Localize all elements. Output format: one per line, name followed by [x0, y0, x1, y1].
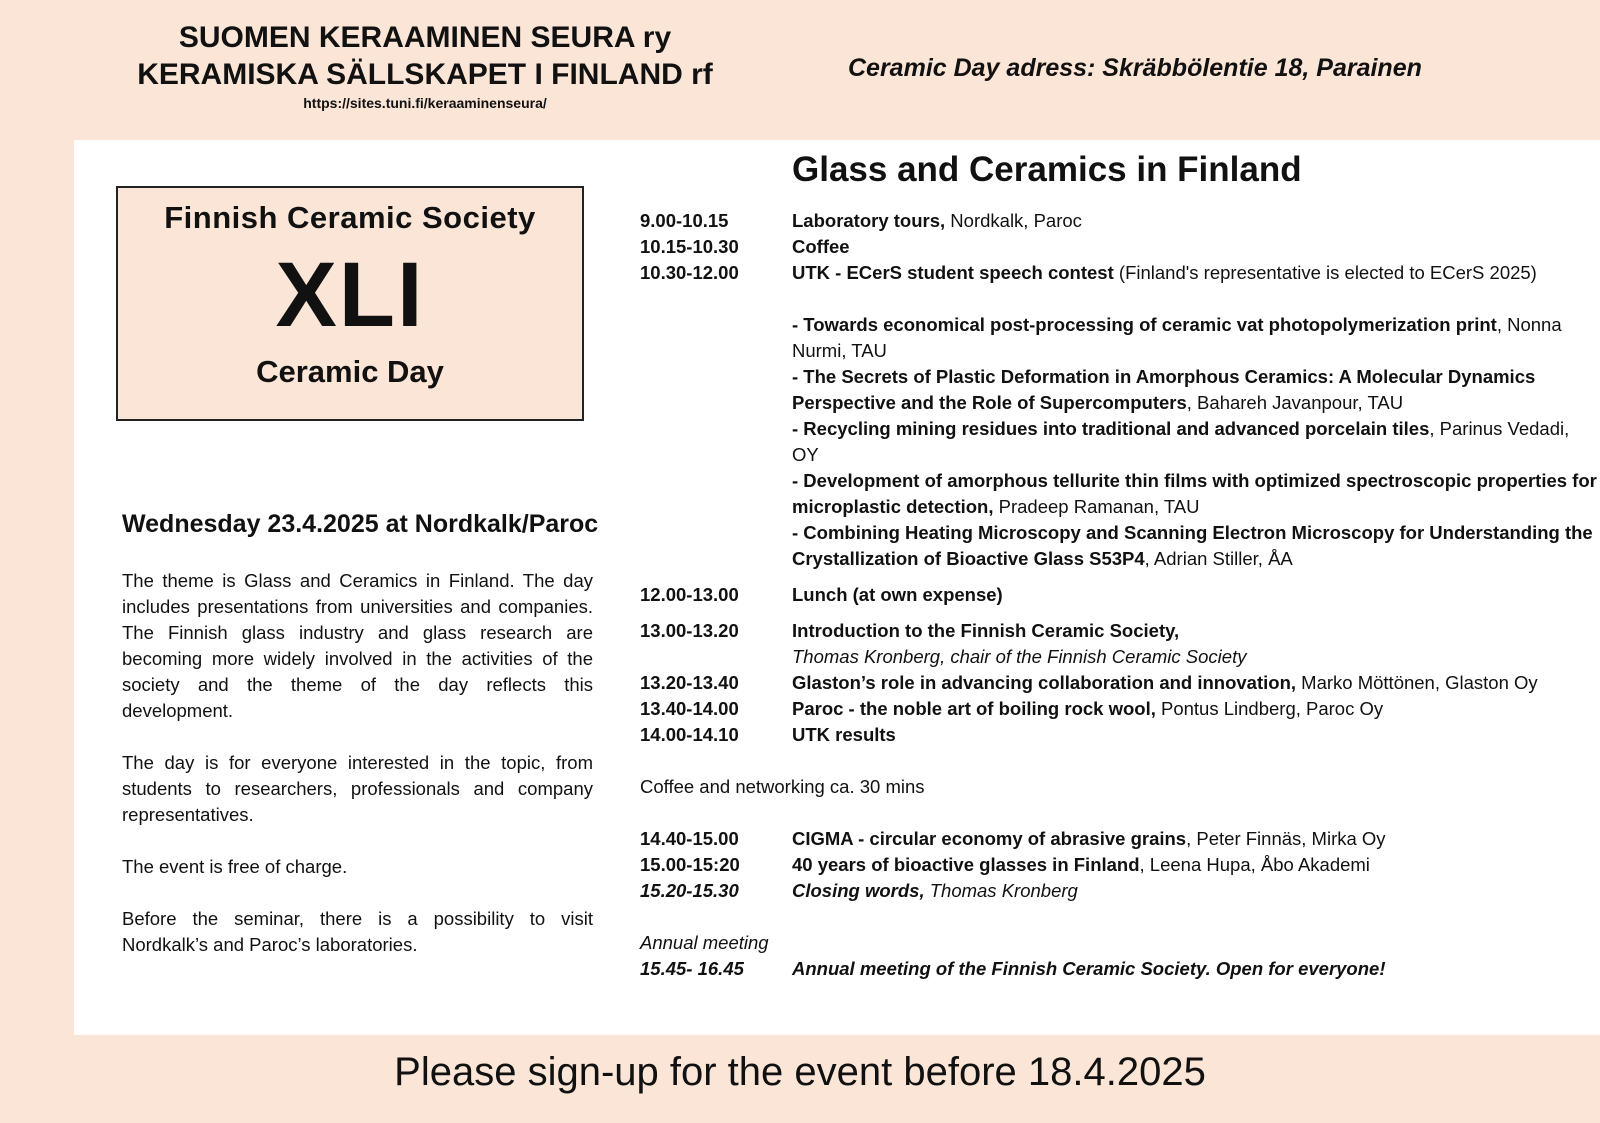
schedule-title: Coffee — [792, 236, 850, 257]
schedule-speaker: Thomas Kronberg, chair of the Finnish Ceramic Society — [792, 646, 1247, 667]
schedule-row — [640, 260, 1600, 286]
event-number: XLI — [275, 244, 425, 346]
talk-title: - Towards economical post-processing of ceramic vat photopolymerization print — [792, 314, 1497, 335]
contest-talk — [792, 364, 1600, 416]
schedule-row — [640, 878, 1600, 904]
schedule-title: Closing words, — [792, 880, 925, 901]
schedule-time: 13.40-14.00 — [640, 698, 739, 719]
schedule-row — [640, 208, 1600, 234]
schedule-row — [640, 582, 1600, 608]
schedule-row — [640, 234, 1600, 260]
event-address: Ceramic Day adress: Skräbbölentie 18, Parainen — [848, 54, 1422, 82]
talk-title: - Recycling mining residues into traditional and advanced porcelain tiles — [792, 418, 1430, 439]
society-header — [100, 20, 750, 112]
contest-talk — [792, 312, 1600, 364]
talk-title: - Combining Heating Microscopy and Scanning Electron Microscopy for Understanding the Crystallization of Bioactive Glass S53P4 — [792, 522, 1593, 569]
schedule-title: Annual meeting of the Finnish Ceramic Society. Open for everyone! — [792, 958, 1386, 979]
schedule-title: UTK - ECerS student speech contest — [792, 262, 1114, 283]
description-paragraph: The theme is Glass and Ceramics in Finland. The day includes presentations from universities and companies. The Finnish glass industry and glass research are becoming more widely involved in the activities of the society and the theme of the day reflects this development. — [122, 570, 593, 721]
schedule-time: 10.15-10.30 — [640, 236, 739, 257]
event-date: Wednesday 23.4.2025 at Nordkalk/Paroc — [122, 510, 599, 538]
schedule-time: 15.45- 16.45 — [640, 958, 744, 979]
schedule-title: Glaston’s role in advancing collaboration and innovation, — [792, 672, 1297, 693]
program-schedule — [640, 208, 1600, 982]
schedule-title: CIGMA - circular economy of abrasive grains — [792, 828, 1187, 849]
schedule-title: Paroc - the noble art of boiling rock wool, — [792, 698, 1156, 719]
schedule-row — [640, 696, 1600, 722]
schedule-detail: Nordkalk, Paroc — [945, 210, 1082, 231]
talk-speaker: , Parinus Vedadi, OY — [792, 418, 1570, 465]
schedule-detail: Thomas Kronberg — [924, 880, 1078, 901]
society-website-link[interactable]: https://sites.tuni.fi/keraaminenseura/ — [303, 95, 547, 111]
schedule-title: Laboratory tours, — [792, 210, 946, 231]
schedule-row — [640, 826, 1600, 852]
schedule-row — [640, 722, 1600, 748]
schedule-title: Introduction to the Finnish Ceramic Society, — [792, 620, 1180, 641]
schedule-title: 40 years of bioactive glasses in Finland — [792, 854, 1140, 875]
society-name-swedish: KERAMISKA SÄLLSKAPET I FINLAND rf — [137, 58, 713, 91]
schedule-time: 9.00-10.15 — [640, 210, 729, 231]
description-paragraph: The event is free of charge. — [122, 856, 348, 877]
annual-meeting-label: Annual meeting — [640, 932, 769, 953]
schedule-title: UTK results — [792, 724, 896, 745]
schedule-detail: Pontus Lindberg, Paroc Oy — [1155, 698, 1384, 719]
talk-speaker: Pradeep Ramanan, TAU — [993, 496, 1200, 517]
contest-talk — [792, 468, 1600, 520]
schedule-detail: , Peter Finnäs, Mirka Oy — [1186, 828, 1386, 849]
society-title: Finnish Ceramic Society — [164, 200, 536, 235]
contest-talk — [792, 520, 1600, 572]
schedule-detail: Marko Möttönen, Glaston Oy — [1296, 672, 1538, 693]
signup-notice: Please sign-up for the event before 18.4.2025 — [394, 1050, 1206, 1094]
talk-title: - The Secrets of Plastic Deformation in Amorphous Ceramics: A Molecular Dynamics Perspective and the Role of Supercomputers — [792, 366, 1536, 413]
schedule-detail: , Leena Hupa, Åbo Akademi — [1139, 854, 1370, 875]
schedule-time: 14.00-14.10 — [640, 724, 739, 745]
event-name: Ceramic Day — [256, 354, 444, 389]
schedule-time: 13.00-13.20 — [640, 620, 739, 641]
schedule-time: 12.00-13.00 — [640, 584, 739, 605]
contest-talk — [792, 416, 1600, 468]
schedule-detail: (Finland's representative is elected to ECerS 2025) — [1113, 262, 1537, 283]
talk-speaker: , Nonna Nurmi, TAU — [792, 314, 1562, 361]
coffee-networking-note: Coffee and networking ca. 30 mins — [640, 776, 925, 797]
schedule-row — [640, 618, 1600, 670]
schedule-time: 14.40-15.00 — [640, 828, 739, 849]
society-name-finnish: SUOMEN KERAAMINEN SEURA ry — [178, 21, 672, 54]
schedule-title: Lunch (at own expense) — [792, 584, 1003, 605]
description-paragraph: Before the seminar, there is a possibility to visit Nordkalk’s and Paroc’s laboratories. — [122, 908, 593, 955]
program-title: Glass and Ceramics in Finland — [792, 150, 1302, 189]
event-description — [122, 568, 593, 984]
talk-title: - Development of amorphous tellurite thin films with optimized spectroscopic properties for microplastic detection, — [792, 470, 1597, 517]
talk-speaker: , Adrian Stiller, ÅA — [1144, 548, 1293, 569]
schedule-row — [640, 852, 1600, 878]
description-paragraph: The day is for everyone interested in the topic, from students to researchers, professionals and company representatives. — [122, 752, 593, 825]
schedule-row — [640, 956, 1600, 982]
event-title-box — [116, 186, 584, 421]
schedule-time: 15.00-15:20 — [640, 854, 740, 875]
schedule-row — [640, 670, 1600, 696]
talk-speaker: , Bahareh Javanpour, TAU — [1186, 392, 1404, 413]
schedule-time: 15.20-15.30 — [640, 880, 739, 901]
schedule-time: 10.30-12.00 — [640, 262, 739, 283]
schedule-time: 13.20-13.40 — [640, 672, 739, 693]
